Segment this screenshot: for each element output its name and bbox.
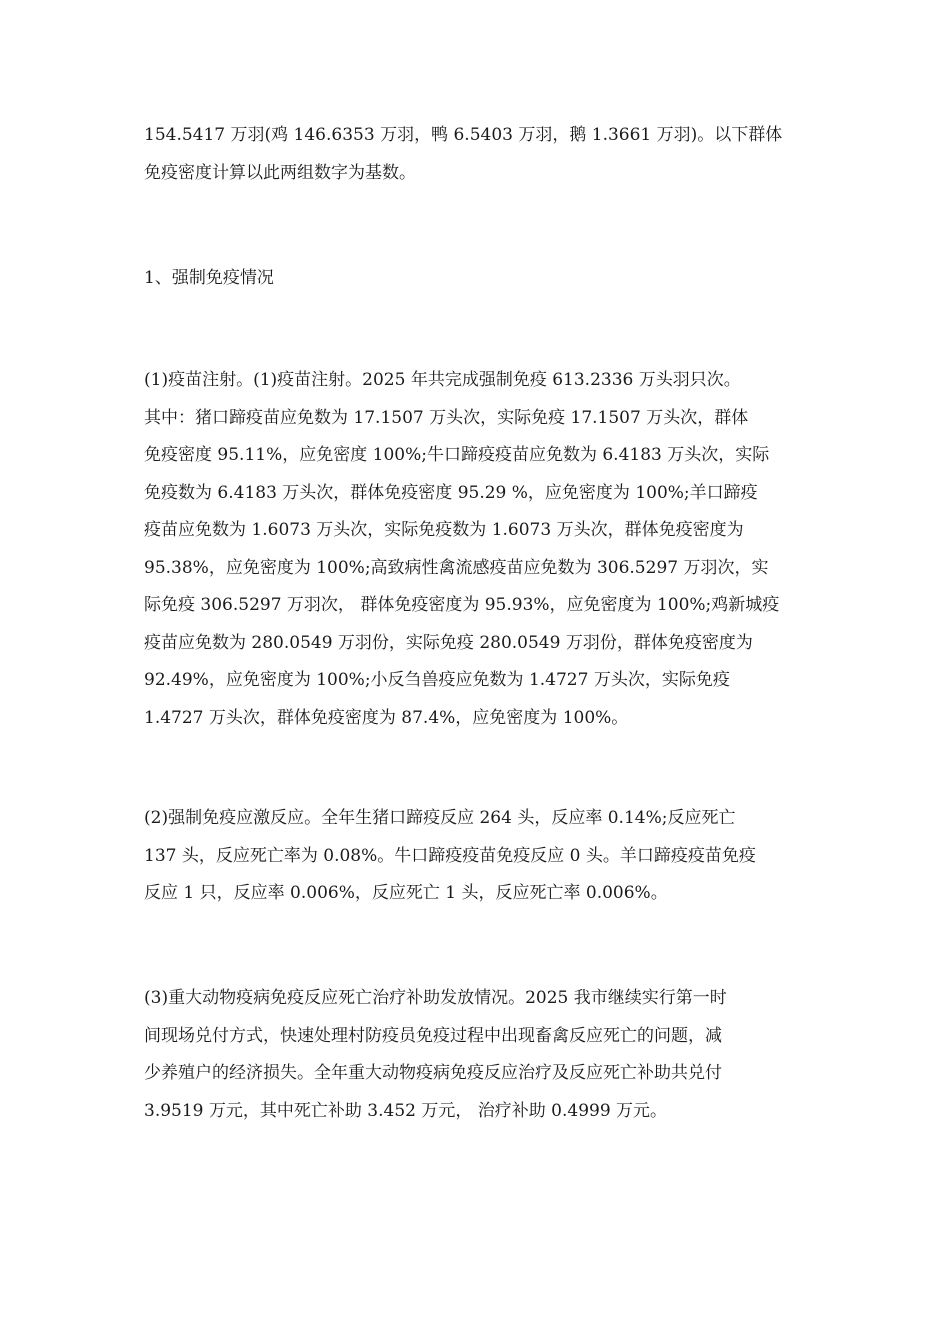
heading-text: 1、强制免疫情况 [144,268,274,288]
text-line: 95.38%，应免密度为 100%;高致病性禽流感疫苗应免数为 306.5297 万羽次，实 [144,557,769,578]
subsidy-paragraph [144,980,816,1130]
text-line: 免疫密度 95.11%，应免密度 100%;牛口蹄疫疫苗应免数为 6.4183 万头次，实际 [144,445,770,465]
text-line: 137 头，反应死亡率为 0.08%。牛口蹄疫疫苗免疫反应 0 头。羊口蹄疫疫苗免疫 [144,845,756,866]
text-line: 其中：猪口蹄疫苗应免数为 17.1507 万头次，实际免疫 17.1507 万头次，群体 [144,407,749,428]
text-line: 免疫密度计算以此两组数字为基数。 [144,162,416,183]
text-line: (2)强制免疫应激反应。全年生猪口蹄疫反应 264 头，反应率 0.14%;反应死亡 [144,808,736,828]
text-line: 反应 1 只，反应率 0.006%，反应死亡 1 头，反应死亡率 0.006%。 [144,883,668,903]
text-line: 间现场兑付方式，快速处理村防疫员免疫过程中出现畜禽反应死亡的问题，减 [144,1025,722,1046]
text-line: 3.9519 万元，其中死亡补助 3.452 万元， 治疗补助 0.4999 万元。 [144,1100,668,1121]
text-line: 154.5417 万羽(鸡 146.6353 万羽，鸭 6.5403 万羽，鹅 1.3661 万羽)。以下群体 [144,125,783,145]
text-line: 疫苗应免数为 1.6073 万头次，实际免疫数为 1.6073 万头次，群体免疫密度为 [144,520,744,540]
text-line: 疫苗应免数为 280.0549 万羽份，实际免疫 280.0549 万羽份，群体免疫密度为 [144,632,753,653]
text-line: 1.4727 万头次，群体免疫密度为 87.4%，应免密度为 100%。 [144,707,629,728]
text-line: 92.49%，应免密度为 100%;小反刍兽疫应免数为 1.4727 万头次，实际免疫 [144,670,730,690]
intro-paragraph [144,117,816,192]
text-line: (3)重大动物疫病免疫反应死亡治疗补助发放情况。2025 我市继续实行第一时 [144,988,727,1008]
text-line: (1)疫苗注射。(1)疫苗注射。2025 年共完成强制免疫 613.2336 万头羽只次。 [144,370,741,390]
text-line: 免疫数为 6.4183 万头次，群体免疫密度 95.29 %，应免密度为 100%;羊口蹄疫 [144,482,758,503]
stress-reaction-paragraph [144,800,816,913]
text-line: 少养殖户的经济损失。全年重大动物疫病免疫反应治疗及反应死亡补助共兑付 [144,1063,722,1083]
vaccine-injection-paragraph [144,362,816,737]
text-line: 际免疫 306.5297 万羽次， 群体免疫密度为 95.93%，应免密度为 100%;鸡新城疫 [144,595,780,615]
section-heading [144,260,816,298]
